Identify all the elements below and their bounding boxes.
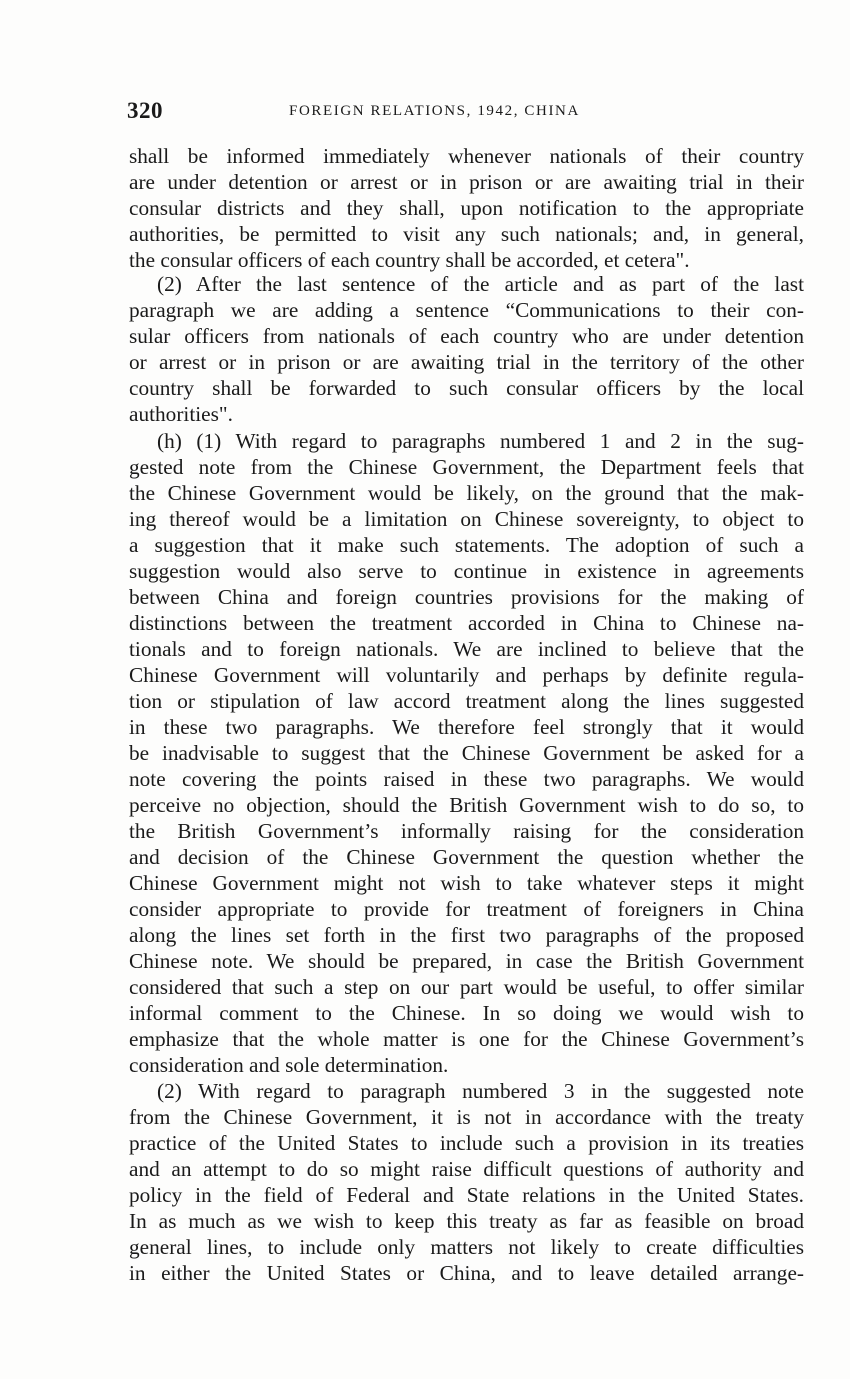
text-line: sular officers from nationals of each country who are under detention <box>129 324 804 348</box>
text-line: consider appropriate to provide for treatment of foreigners in China <box>129 897 804 921</box>
text-line: Chinese Government will voluntarily and perhaps by definite regula- <box>129 663 804 687</box>
text-line: suggestion would also serve to continue in existence in agreements <box>129 559 804 583</box>
running-head: FOREIGN RELATIONS, 1942, CHINA <box>289 103 580 119</box>
text-line: consular districts and they shall, upon notification to the appropriate <box>129 196 804 220</box>
text-line: general lines, to include only matters not likely to create difficulties <box>129 1235 804 1259</box>
text-line: paragraph we are adding a sentence “Communications to their con- <box>129 298 804 322</box>
text-line: authorities". <box>129 402 233 426</box>
text-line: (2) With regard to paragraph numbered 3 in the suggested note <box>157 1079 804 1103</box>
text-line: in these two paragraphs. We therefore feel strongly that it would <box>129 715 804 739</box>
text-line: or arrest or in prison or are awaiting trial in the territory of the other <box>129 350 804 374</box>
text-line: and an attempt to do so might raise difficult questions of authority and <box>129 1157 804 1181</box>
text-line: Chinese note. We should be prepared, in case the British Government <box>129 949 804 973</box>
text-line: tion or stipulation of law accord treatment along the lines suggested <box>129 689 804 713</box>
text-line: perceive no objection, should the British Government wish to do so, to <box>129 793 804 817</box>
text-line: policy in the field of Federal and State relations in the United States. <box>129 1183 804 1207</box>
text-line: considered that such a step on our part would be useful, to offer similar <box>129 975 804 999</box>
text-line: tionals and to foreign nationals. We are inclined to believe that the <box>129 637 804 661</box>
text-line: consideration and sole determination. <box>129 1053 449 1077</box>
text-line: be inadvisable to suggest that the Chinese Government be asked for a <box>129 741 804 765</box>
text-line: (2) After the last sentence of the article and as part of the last <box>157 272 804 296</box>
text-line: In as much as we wish to keep this treaty as far as feasible on broad <box>129 1209 804 1233</box>
text-line: between China and foreign countries provisions for the making of <box>129 585 804 609</box>
text-line: shall be informed immediately whenever nationals of their country <box>129 144 804 168</box>
text-line: ing thereof would be a limitation on Chinese sovereignty, to object to <box>129 507 804 531</box>
text-line: in either the United States or China, and to leave detailed arrange- <box>129 1261 804 1285</box>
text-line: from the Chinese Government, it is not in accordance with the treaty <box>129 1105 804 1129</box>
page-header <box>127 98 807 128</box>
text-line: (h) (1) With regard to paragraphs numbered 1 and 2 in the sug- <box>157 429 804 453</box>
text-line: country shall be forwarded to such consular officers by the local <box>129 376 804 400</box>
text-line: are under detention or arrest or in prison or are awaiting trial in their <box>129 170 804 194</box>
text-line: Chinese Government might not wish to take whatever steps it might <box>129 871 804 895</box>
page-number: 320 <box>127 98 163 123</box>
text-line: informal comment to the Chinese. In so doing we would wish to <box>129 1001 804 1025</box>
text-line: and decision of the Chinese Government the question whether the <box>129 845 804 869</box>
text-line: a suggestion that it make such statements. The adoption of such a <box>129 533 804 557</box>
text-line: gested note from the Chinese Government, the Department feels that <box>129 455 804 479</box>
text-line: along the lines set forth in the first two paragraphs of the proposed <box>129 923 804 947</box>
text-line: practice of the United States to include such a provision in its treaties <box>129 1131 804 1155</box>
text-line: distinctions between the treatment accorded in China to Chinese na- <box>129 611 804 635</box>
text-line: note covering the points raised in these two paragraphs. We would <box>129 767 804 791</box>
text-line: authorities, be permitted to visit any such nationals; and, in general, <box>129 222 804 246</box>
text-line: the consular officers of each country shall be accorded, et cetera". <box>129 248 690 272</box>
text-line: emphasize that the whole matter is one for the Chinese Government’s <box>129 1027 804 1051</box>
text-line: the Chinese Government would be likely, on the ground that the mak- <box>129 481 804 505</box>
text-line: the British Government’s informally raising for the consideration <box>129 819 804 843</box>
